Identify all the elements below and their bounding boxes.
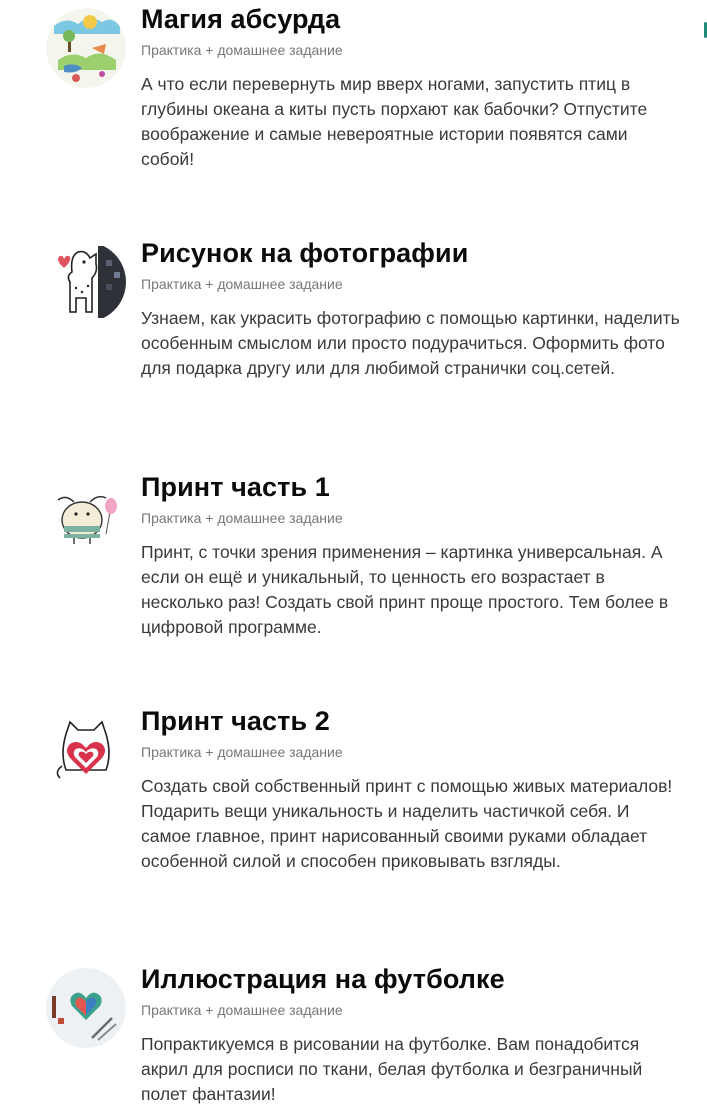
lesson-item[interactable] (0, 0, 707, 200)
bunny-with-balloon-icon (46, 476, 126, 556)
lesson-item[interactable] (0, 468, 707, 668)
lesson-description: Попрактикуемся в рисовании на футболке. Вам понадобится акрил для росписи по ткани, белая футболка и безграничный полет фантазии! (141, 1034, 643, 1104)
surreal-landscape-illustration-icon (46, 8, 126, 88)
lesson-description: А что если перевернуть мир вверх ногами, запустить птиц в глубины океана а киты пусть порхают как бабочки? Отпустите воображение и самые невероятные истории появятся сами собой! (141, 74, 648, 169)
lesson-subtitle: Практика + домашнее задание (141, 42, 343, 58)
lesson-subtitle: Практика + домашнее задание (141, 1002, 343, 1018)
lesson-description: Принт, с точки зрения применения – картинка универсальная. А если он ещё и уникальный, то ценность его возрастает в несколько раз! Создать свой принт проще простого. Тем более в цифровой программе. (141, 542, 669, 637)
lesson-subtitle: Практика + домашнее задание (141, 276, 343, 292)
cat-with-heart-icon (46, 710, 126, 790)
lesson-title[interactable]: Рисунок на фотографии (141, 238, 469, 268)
doodle-llama-photo-icon (46, 242, 126, 322)
lesson-title[interactable]: Иллюстрация на футболке (141, 964, 505, 994)
lesson-item[interactable] (0, 702, 707, 922)
lesson-item[interactable] (0, 960, 707, 1114)
lesson-title[interactable]: Принт часть 1 (141, 472, 330, 502)
lesson-description: Узнаем, как украсить фотографию с помощью картинки, наделить особенным смыслом или просто подурачиться. Оформить фото для подарка другу или для любимой странички соц.сетей. (141, 308, 680, 378)
lesson-title[interactable]: Принт часть 2 (141, 706, 330, 736)
lesson-subtitle: Практика + домашнее задание (141, 744, 343, 760)
lesson-item[interactable] (0, 234, 707, 434)
painted-tshirt-heart-icon (46, 968, 126, 1048)
lesson-subtitle: Практика + домашнее задание (141, 510, 343, 526)
lesson-description: Создать свой собственный принт с помощью живых материалов! Подарить вещи уникальность и наделить частичкой себя. И самое главное, принт нарисованный своими руками обладает особенной силой и способен приковывать взгляды. (141, 776, 673, 871)
lesson-title[interactable]: Магия абсурда (141, 4, 341, 34)
